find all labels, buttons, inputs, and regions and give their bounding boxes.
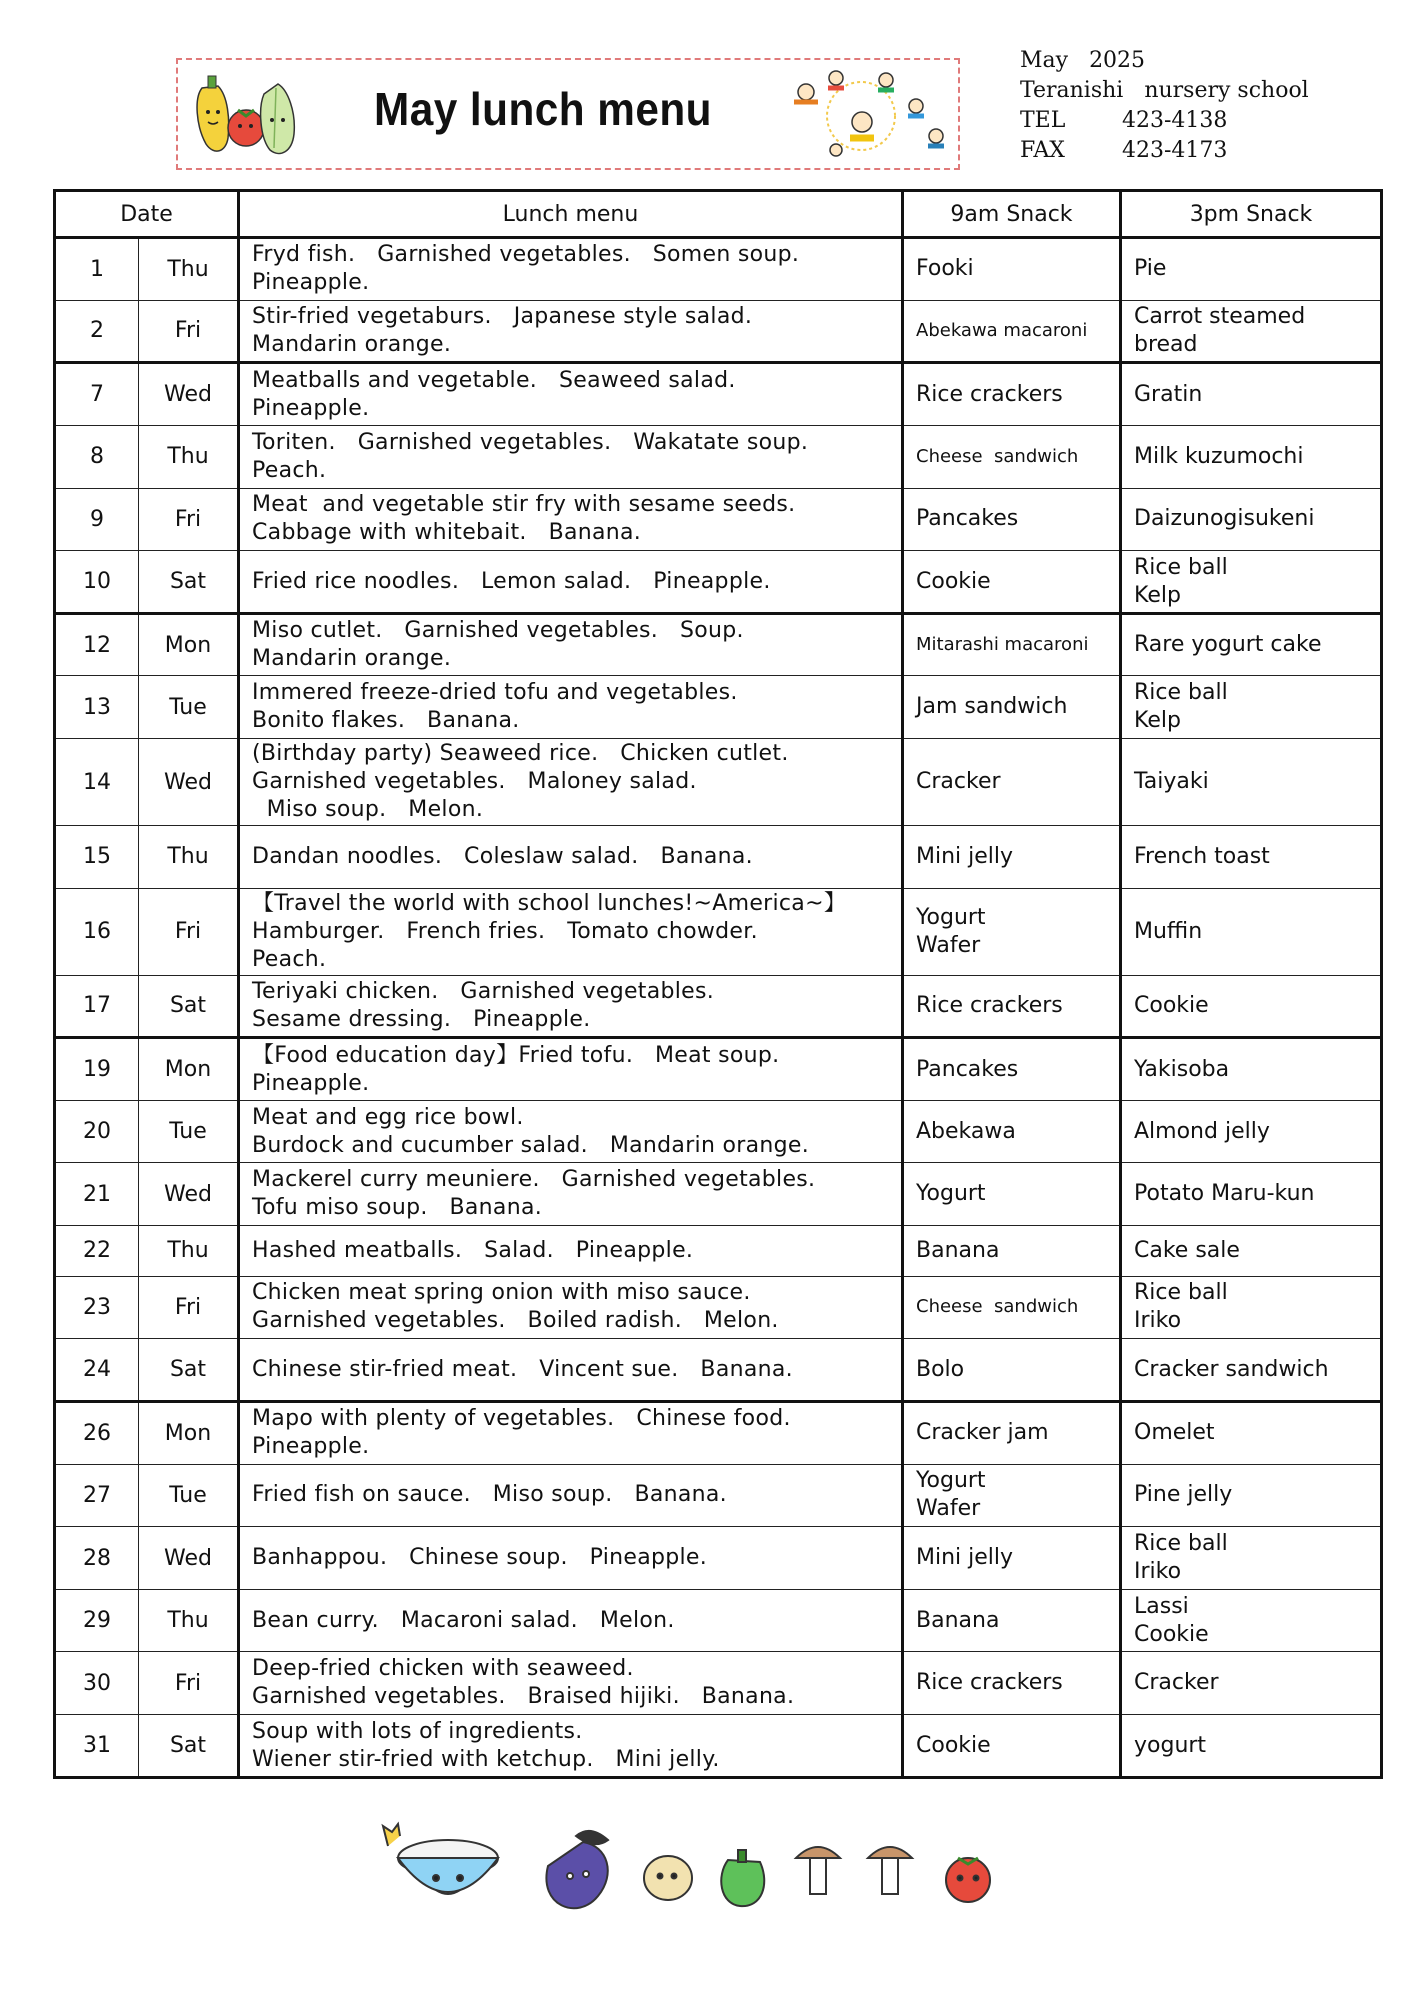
snack-pm-cell: [1121, 1226, 1382, 1277]
table-header-row: [55, 191, 1382, 238]
snack-pm-cell: [1121, 238, 1382, 301]
table-row: [55, 739, 1382, 826]
snack-line: Rice ball: [1134, 680, 1228, 706]
snack-line: Carrot steamed: [1134, 303, 1306, 329]
menu-line: Banhappou. Chinese soup. Pineapple.: [252, 1545, 708, 1570]
snack-am-cell: [903, 1276, 1121, 1339]
lunch-menu-cell: [239, 1163, 903, 1226]
table-row: [55, 425, 1382, 488]
weekday-cell: Fri: [139, 1652, 239, 1715]
snack-line: French toast: [1134, 843, 1270, 869]
menu-line: Mandarin orange.: [252, 331, 452, 357]
snack-am-cell: [903, 1100, 1121, 1163]
snack-line: Jam sandwich: [916, 694, 1068, 720]
snack-pm-cell: [1121, 300, 1382, 363]
snack-line: Cookie: [1134, 1621, 1209, 1647]
weekday-cell: Wed: [139, 363, 239, 426]
snack-line: Pine jelly: [1134, 1482, 1233, 1508]
snack-am-cell: [903, 888, 1121, 975]
snack-pm-cell: [1121, 1527, 1382, 1590]
weekday-cell: Mon: [139, 1038, 239, 1101]
table-row: [55, 1527, 1382, 1590]
snack-pm-cell: [1121, 739, 1382, 826]
weekday-cell: Sat: [139, 1715, 239, 1778]
snack-line: Cookie: [916, 1732, 991, 1758]
menu-line: Deep-fried chicken with seaweed.: [252, 1656, 634, 1682]
school-name-2: nursery school: [1144, 78, 1309, 103]
day-cell: 8: [55, 425, 139, 488]
snack-line: yogurt: [1134, 1732, 1207, 1758]
menu-line: Fryd fish. Garnished vegetables. Somen soup.: [252, 242, 800, 268]
table-row: [55, 363, 1382, 426]
food-characters-illustration: [378, 1796, 1028, 1926]
table-row: [55, 1715, 1382, 1778]
snack-line: Yogurt: [916, 1468, 986, 1494]
snack-line: Yogurt: [916, 1181, 986, 1207]
menu-line: 【Food education day】Fried tofu. Meat soup.: [252, 1042, 780, 1068]
snack-am-cell: [903, 975, 1121, 1038]
menu-line: Fried fish on sauce. Miso soup. Banana.: [252, 1482, 727, 1508]
snack-line: Yogurt: [916, 904, 986, 930]
lunch-menu-cell: [239, 975, 903, 1038]
snack-am-cell: [903, 300, 1121, 363]
phone-line: [1020, 106, 1309, 136]
weekday-cell: Sat: [139, 975, 239, 1038]
menu-line: Miso soup. Melon.: [252, 797, 484, 823]
table-row: [55, 1100, 1382, 1163]
weekday-cell: Thu: [139, 425, 239, 488]
day-cell: 31: [55, 1715, 139, 1778]
lunch-menu-cell: [239, 425, 903, 488]
snack-line: Wafer: [916, 932, 981, 958]
snack-pm-cell: [1121, 1464, 1382, 1527]
snack-pm-cell: [1121, 1715, 1382, 1778]
day-cell: 10: [55, 551, 139, 614]
weekday-cell: Mon: [139, 613, 239, 676]
weekday-cell: Sat: [139, 1339, 239, 1402]
snack-pm-cell: [1121, 551, 1382, 614]
table-row: [55, 1464, 1382, 1527]
snack-pm-cell: [1121, 613, 1382, 676]
weekday-cell: Thu: [139, 1589, 239, 1652]
table-row: [55, 238, 1382, 301]
lunch-menu-cell: [239, 1276, 903, 1339]
snack-am-cell: [903, 1589, 1121, 1652]
snack-am-cell: [903, 425, 1121, 488]
day-cell: 2: [55, 300, 139, 363]
lunch-menu-cell: [239, 1527, 903, 1590]
table-row: [55, 551, 1382, 614]
snack-line: Rice ball: [1134, 1280, 1228, 1306]
snack-line: Kelp: [1134, 582, 1181, 608]
table-row: [55, 300, 1382, 363]
snack-line: Rice crackers: [916, 1670, 1063, 1696]
tel-label: TEL: [1020, 108, 1066, 133]
weekday-cell: Fri: [139, 488, 239, 551]
lunch-menu-cell: [239, 888, 903, 975]
day-cell: 1: [55, 238, 139, 301]
snack-line: Pie: [1134, 256, 1167, 282]
menu-line: Pineapple.: [252, 1070, 370, 1096]
weekday-cell: Thu: [139, 238, 239, 301]
fax-line: [1020, 136, 1309, 166]
lunch-menu-table: [53, 189, 1383, 1779]
snack-line: Cake sale: [1134, 1237, 1240, 1263]
snack-line: Milk kuzumochi: [1134, 443, 1304, 469]
day-cell: 12: [55, 613, 139, 676]
table-row: [55, 488, 1382, 551]
menu-line: Peach.: [252, 457, 327, 483]
school-info: [1020, 46, 1309, 166]
lunch-menu-cell: [239, 1038, 903, 1101]
snack-line: Gratin: [1134, 381, 1203, 407]
lunch-menu-cell: [239, 238, 903, 301]
snack-am-cell: [903, 551, 1121, 614]
snack-pm-cell: [1121, 975, 1382, 1038]
day-cell: 26: [55, 1401, 139, 1464]
snack-am-cell: [903, 676, 1121, 739]
header-snack-pm: 3pm Snack: [1121, 191, 1382, 238]
header-date: Date: [55, 191, 239, 238]
snack-am-cell: [903, 488, 1121, 551]
snack-line: Potato Maru-kun: [1134, 1181, 1315, 1207]
snack-am-cell: [903, 826, 1121, 889]
weekday-cell: Tue: [139, 1100, 239, 1163]
snack-line: Omelet: [1134, 1420, 1215, 1446]
menu-line: Pineapple.: [252, 395, 370, 421]
snack-line: Banana: [916, 1237, 1000, 1263]
snack-pm-cell: [1121, 488, 1382, 551]
snack-pm-cell: [1121, 826, 1382, 889]
weekday-cell: Thu: [139, 826, 239, 889]
day-cell: 19: [55, 1038, 139, 1101]
school-name-1: Teranishi: [1020, 78, 1124, 103]
snack-pm-cell: [1121, 363, 1382, 426]
lunch-menu-cell: [239, 1652, 903, 1715]
table-row: [55, 975, 1382, 1038]
weekday-cell: Fri: [139, 888, 239, 975]
snack-line: Taiyaki: [1134, 769, 1209, 795]
snack-line: Iriko: [1134, 1308, 1182, 1334]
menu-line: Cabbage with whitebait. Banana.: [252, 520, 642, 546]
menu-line: Soup with lots of ingredients.: [252, 1718, 583, 1744]
year: 2025: [1089, 48, 1146, 73]
snack-am-cell: [903, 1339, 1121, 1402]
snack-line: Daizunogisukeni: [1134, 506, 1315, 532]
menu-line: Meat and vegetable stir fry with sesame seeds.: [252, 492, 796, 518]
snack-pm-cell: [1121, 1163, 1382, 1226]
snack-line: Rare yogurt cake: [1134, 632, 1322, 658]
snack-line: Abekawa macaroni: [916, 319, 1088, 341]
day-cell: 28: [55, 1527, 139, 1590]
day-cell: 14: [55, 739, 139, 826]
menu-line: Wiener stir-fried with ketchup. Mini jelly.: [252, 1746, 720, 1772]
snack-line: Almond jelly: [1134, 1118, 1270, 1144]
menu-line: Meat and egg rice bowl.: [252, 1104, 524, 1130]
day-cell: 20: [55, 1100, 139, 1163]
month: May: [1020, 48, 1069, 73]
lunch-menu-cell: [239, 488, 903, 551]
fax-number: 423-4173: [1122, 138, 1228, 163]
lunch-menu-cell: [239, 1226, 903, 1277]
menu-line: Immered freeze-dried tofu and vegetables.: [252, 680, 738, 706]
menu-line: Pineapple.: [252, 1434, 370, 1460]
snack-line: Muffin: [1134, 918, 1203, 944]
lunch-menu-cell: [239, 1715, 903, 1778]
snack-line: Pancakes: [916, 506, 1019, 532]
menu-line: Bean curry. Macaroni salad. Melon.: [252, 1607, 675, 1633]
snack-am-cell: [903, 1464, 1121, 1527]
snack-am-cell: [903, 238, 1121, 301]
snack-line: Cookie: [1134, 992, 1209, 1018]
lunch-menu-cell: [239, 1464, 903, 1527]
snack-line: Rice crackers: [916, 992, 1063, 1018]
snack-pm-cell: [1121, 676, 1382, 739]
snack-am-cell: [903, 363, 1121, 426]
menu-line: Mackerel curry meuniere. Garnished vegetables.: [252, 1167, 816, 1193]
snack-line: Rice ball: [1134, 1531, 1228, 1556]
snack-line: Kelp: [1134, 708, 1181, 734]
snack-am-cell: [903, 613, 1121, 676]
snack-am-cell: [903, 1163, 1121, 1226]
snack-line: Mitarashi macaroni: [916, 634, 1089, 656]
menu-line: Hamburger. French fries. Tomato chowder.: [252, 918, 758, 944]
snack-am-cell: [903, 1652, 1121, 1715]
snack-pm-cell: [1121, 425, 1382, 488]
weekday-cell: Wed: [139, 739, 239, 826]
snack-am-cell: [903, 1527, 1121, 1590]
menu-line: Dandan noodles. Coleslaw salad. Banana.: [252, 843, 753, 869]
snack-line: Cheese sandwich: [916, 1296, 1079, 1318]
snack-line: Yakisoba: [1134, 1056, 1230, 1082]
lunch-menu-cell: [239, 1100, 903, 1163]
weekday-cell: Tue: [139, 676, 239, 739]
snack-line: Cracker: [916, 769, 1001, 795]
snack-pm-cell: [1121, 1652, 1382, 1715]
menu-line: Burdock and cucumber salad. Mandarin orange.: [252, 1132, 810, 1158]
children-holding-hands-illustration: [766, 66, 956, 166]
lunch-menu-cell: [239, 1339, 903, 1402]
date-line: [1020, 46, 1309, 76]
day-cell: 9: [55, 488, 139, 551]
snack-pm-cell: [1121, 1100, 1382, 1163]
table-row: [55, 1038, 1382, 1101]
snack-line: Mini jelly: [916, 843, 1014, 869]
snack-line: Wafer: [916, 1496, 981, 1522]
snack-am-cell: [903, 1226, 1121, 1277]
day-cell: 17: [55, 975, 139, 1038]
day-cell: 16: [55, 888, 139, 975]
day-cell: 29: [55, 1589, 139, 1652]
tel-number: 423-4138: [1122, 108, 1228, 133]
menu-line: Teriyaki chicken. Garnished vegetables.: [252, 978, 715, 1004]
table-row: [55, 1276, 1382, 1339]
lunch-menu-cell: [239, 363, 903, 426]
menu-line: Stir-fried vegetaburs. Japanese style salad.: [252, 303, 753, 329]
weekday-cell: Sat: [139, 551, 239, 614]
menu-line: (Birthday party) Seaweed rice. Chicken cutlet.: [252, 741, 789, 767]
snack-line: Cookie: [916, 568, 991, 594]
snack-line: Bolo: [916, 1356, 965, 1382]
menu-line: Toriten. Garnished vegetables. Wakatate soup.: [252, 429, 809, 455]
weekday-cell: Mon: [139, 1401, 239, 1464]
snack-line: bread: [1134, 331, 1198, 357]
day-cell: 24: [55, 1339, 139, 1402]
header-snack-am: 9am Snack: [903, 191, 1121, 238]
menu-line: Tofu miso soup. Banana.: [252, 1195, 543, 1221]
day-cell: 13: [55, 676, 139, 739]
day-cell: 22: [55, 1226, 139, 1277]
day-cell: 15: [55, 826, 139, 889]
day-cell: 23: [55, 1276, 139, 1339]
snack-line: Cracker jam: [916, 1420, 1049, 1446]
menu-line: Garnished vegetables. Maloney salad.: [252, 769, 697, 795]
menu-line: Garnished vegetables. Boiled radish. Melon.: [252, 1308, 779, 1334]
table-row: [55, 1652, 1382, 1715]
weekday-cell: Fri: [139, 300, 239, 363]
weekday-cell: Thu: [139, 1226, 239, 1277]
table-row: [55, 1163, 1382, 1226]
menu-line: Meatballs and vegetable. Seaweed salad.: [252, 367, 736, 393]
menu-line: Fried rice noodles. Lemon salad. Pineapple.: [252, 568, 771, 594]
menu-line: Miso cutlet. Garnished vegetables. Soup.: [252, 618, 744, 644]
table-row: [55, 888, 1382, 975]
menu-line: Mandarin orange.: [252, 646, 452, 672]
lunch-menu-cell: [239, 300, 903, 363]
snack-line: Fooki: [916, 256, 974, 282]
header-lunch: Lunch menu: [239, 191, 903, 238]
lunch-menu-cell: [239, 739, 903, 826]
menu-line: Chinese stir-fried meat. Vincent sue. Banana.: [252, 1356, 793, 1382]
lunch-menu-cell: [239, 613, 903, 676]
snack-pm-cell: [1121, 888, 1382, 975]
lunch-menu-cell: [239, 551, 903, 614]
snack-am-cell: [903, 1401, 1121, 1464]
weekday-cell: Tue: [139, 1464, 239, 1527]
weekday-cell: Wed: [139, 1163, 239, 1226]
table-row: [55, 826, 1382, 889]
snack-line: Abekawa: [916, 1118, 1016, 1144]
table-row: [55, 1589, 1382, 1652]
day-cell: 27: [55, 1464, 139, 1527]
lunch-menu-cell: [239, 826, 903, 889]
snack-line: Pancakes: [916, 1056, 1019, 1082]
snack-line: Rice crackers: [916, 381, 1063, 407]
menu-line: 【Travel the world with school lunches!~America~】: [252, 890, 847, 916]
day-cell: 30: [55, 1652, 139, 1715]
weekday-cell: Fri: [139, 1276, 239, 1339]
menu-line: Bonito flakes. Banana.: [252, 708, 520, 734]
snack-line: Mini jelly: [916, 1545, 1014, 1570]
snack-line: Banana: [916, 1607, 1000, 1633]
vegetable-characters-illustration: [188, 68, 300, 162]
lunch-menu-cell: [239, 1401, 903, 1464]
table-row: [55, 1226, 1382, 1277]
table-row: [55, 1401, 1382, 1464]
snack-line: Cracker: [1134, 1670, 1219, 1696]
table-row: [55, 676, 1382, 739]
menu-line: Hashed meatballs. Salad. Pineapple.: [252, 1237, 694, 1263]
menu-line: Garnished vegetables. Braised hijiki. Banana.: [252, 1684, 795, 1710]
title-banner: [176, 58, 960, 170]
snack-line: Cheese sandwich: [916, 445, 1079, 467]
school-name: [1020, 76, 1309, 106]
snack-line: Rice ball: [1134, 554, 1228, 580]
menu-line: Peach.: [252, 946, 327, 972]
fax-label: FAX: [1020, 138, 1065, 163]
menu-line: Mapo with plenty of vegetables. Chinese food.: [252, 1406, 791, 1432]
table-row: [55, 1339, 1382, 1402]
lunch-menu-cell: [239, 676, 903, 739]
snack-am-cell: [903, 739, 1121, 826]
snack-line: Iriko: [1134, 1559, 1182, 1584]
snack-pm-cell: [1121, 1589, 1382, 1652]
snack-am-cell: [903, 1038, 1121, 1101]
menu-line: Pineapple.: [252, 270, 370, 296]
snack-am-cell: [903, 1715, 1121, 1778]
snack-line: Lassi: [1134, 1593, 1189, 1619]
day-cell: 21: [55, 1163, 139, 1226]
snack-pm-cell: [1121, 1276, 1382, 1339]
weekday-cell: Wed: [139, 1527, 239, 1590]
snack-pm-cell: [1121, 1401, 1382, 1464]
snack-pm-cell: [1121, 1038, 1382, 1101]
menu-line: Sesame dressing. Pineapple.: [252, 1006, 591, 1032]
snack-line: Cracker sandwich: [1134, 1356, 1329, 1382]
page-title: May lunch menu: [374, 83, 712, 135]
lunch-menu-cell: [239, 1589, 903, 1652]
snack-pm-cell: [1121, 1339, 1382, 1402]
day-cell: 7: [55, 363, 139, 426]
table-row: [55, 613, 1382, 676]
menu-line: Chicken meat spring onion with miso sauce.: [252, 1280, 751, 1306]
